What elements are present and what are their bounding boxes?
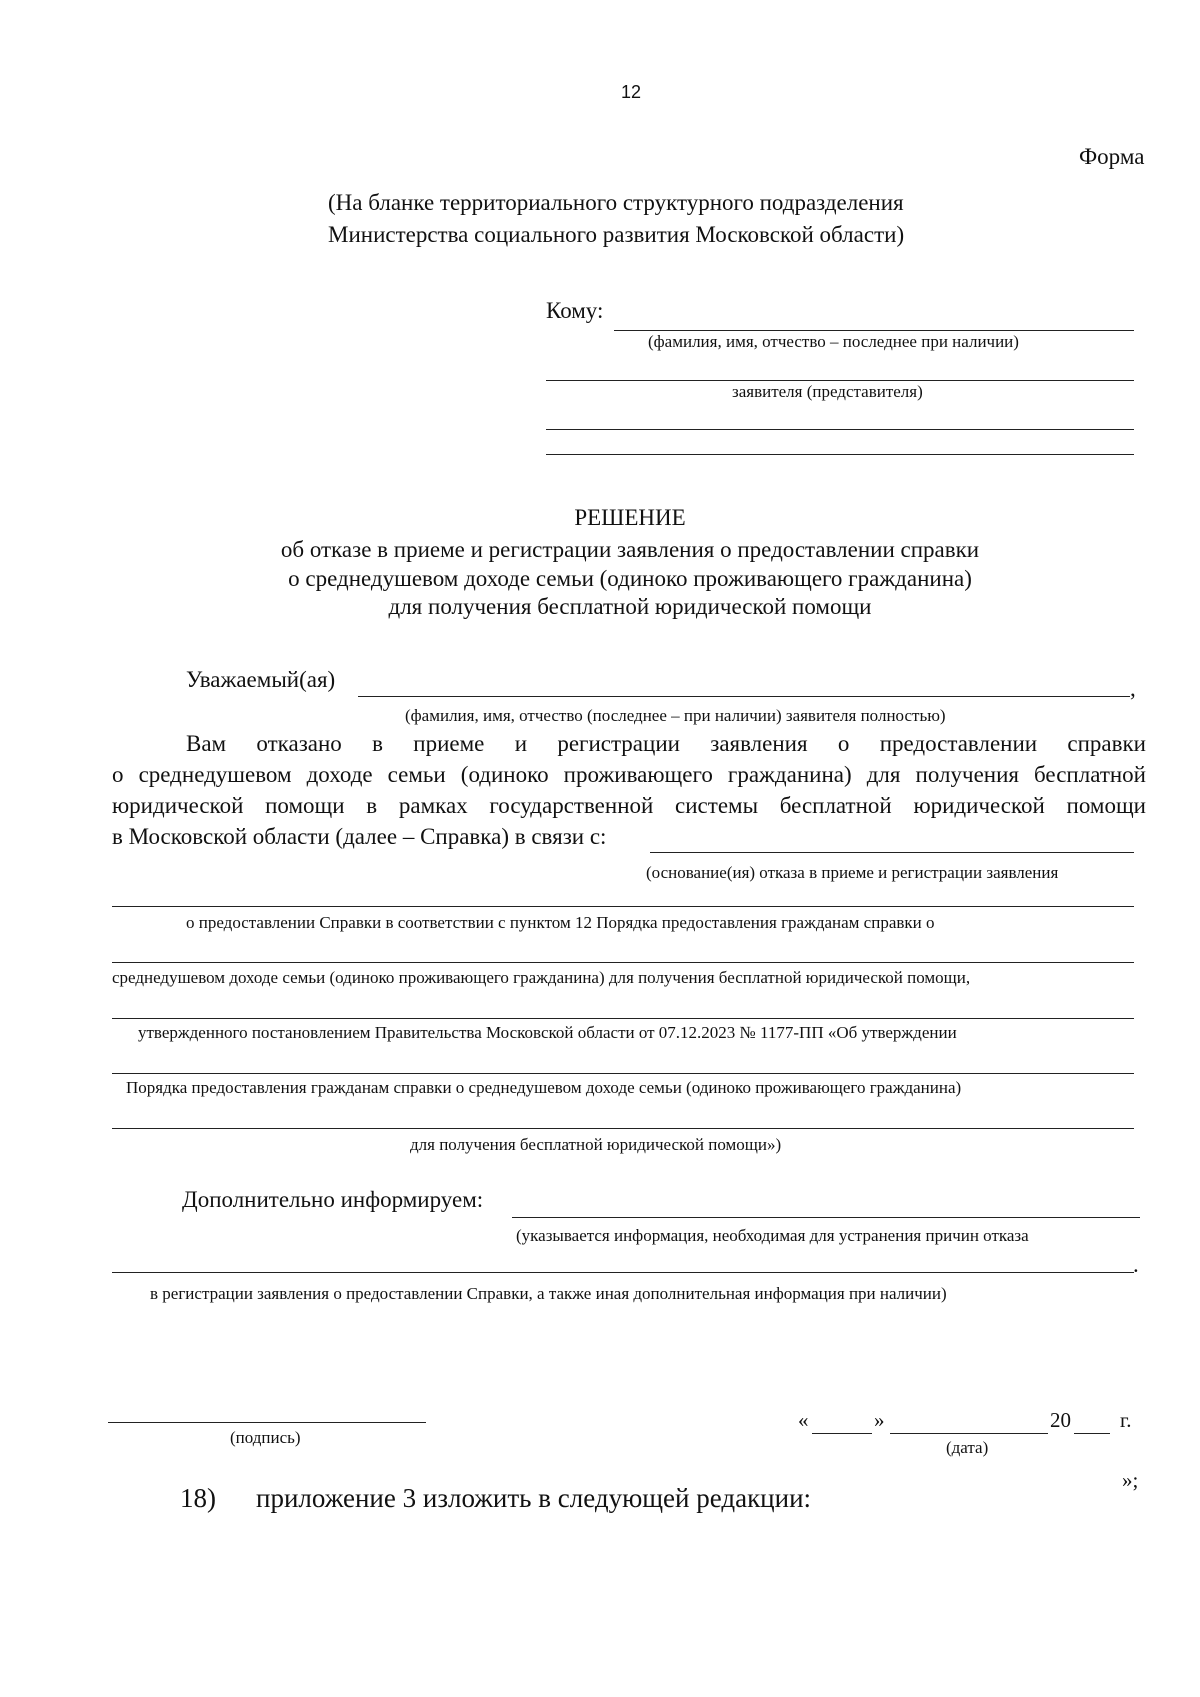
reason-line-5[interactable] [112,1073,1134,1074]
reason-hint-6: для получения бесплатной юридической помощи») [410,1135,782,1154]
reason-line-6[interactable] [112,1128,1134,1129]
recipient-label: Кому: [546,298,604,323]
body-line-3: юридической помощи в рамках государственной системы бесплатной юридической помощи [112,793,1146,818]
recipient-name-hint: (фамилия, имя, отчество – последнее при наличии) [648,332,1019,351]
date-month-line[interactable] [890,1433,1048,1434]
recipient-role-hint: заявителя (представителя) [732,382,923,401]
title-line-2: о среднедушевом доходе семьи (одиноко проживающего гражданина) [288,566,972,591]
date-open-quote: « [798,1408,809,1432]
date-year-suffix: г. [1120,1408,1132,1432]
salutation-hint: (фамилия, имя, отчество (последнее – при наличии) заявителя полностью) [405,706,946,725]
date-hint: (дата) [946,1438,989,1457]
date-year-line[interactable] [1074,1433,1110,1434]
page-number: 12 [621,82,642,102]
additional-period: . [1133,1252,1139,1277]
title-line-3: для получения бесплатной юридической помощи [388,594,872,619]
reason-line-3[interactable] [112,962,1134,963]
document-title: РЕШЕНИЕ [574,505,686,530]
additional-hint-1: (указывается информация, необходимая для устранения причин отказа [516,1226,1029,1245]
body-line-1: Вам отказано в приеме и регистрации заявления о предоставлении справки [186,731,1146,756]
reason-hint-2: о предоставлении Справки в соответствии с пунктом 12 Порядка предоставления гражданам справки о [186,913,935,932]
body-line-2: о среднедушевом доходе семьи (одиноко проживающего гражданина) для получения бесплатной [112,762,1146,787]
form-label: Форма [1079,144,1145,169]
reason-hint-5: Порядка предоставления гражданам справки о среднедушевом доходе семьи (одиноко проживающего гражданина) [126,1078,962,1097]
reason-line-2[interactable] [112,906,1134,907]
reason-hint-1: (основание(ия) отказа в приеме и регистрации заявления [646,863,1059,882]
reason-hint-3: среднедушевом доходе семьи (одиноко проживающего гражданина) для получения бесплатной юридической помощи, [112,968,971,987]
date-close-quote: » [874,1408,885,1432]
letterhead-line-2: Министерства социального развития Московской области) [328,222,905,247]
salutation-name-line[interactable] [358,696,1130,697]
reason-line-4[interactable] [112,1018,1134,1019]
additional-line-1[interactable] [512,1217,1140,1218]
signature-hint: (подпись) [230,1428,301,1447]
closing-quote: »; [1122,1468,1139,1492]
additional-line-2[interactable] [112,1272,1134,1273]
salutation-comma: , [1130,676,1136,701]
additional-label: Дополнительно информируем: [182,1187,484,1212]
recipient-line-2[interactable] [546,380,1134,381]
salutation-label: Уважаемый(ая) [186,667,336,692]
recipient-line-4[interactable] [546,454,1134,455]
reason-hint-4: утвержденного постановлением Правительства Московской области от 07.12.2023 № 1177-ПП «Об утверждении [138,1023,957,1042]
amendment-text: приложение 3 изложить в следующей редакции: [256,1483,812,1513]
amendment-number: 18) [180,1483,216,1513]
date-day-line[interactable] [812,1433,872,1434]
additional-hint-2: в регистрации заявления о предоставлении Справки, а также иная дополнительная информация при наличии) [150,1284,947,1303]
recipient-name-line[interactable] [614,330,1134,331]
reason-line-1[interactable] [650,852,1134,853]
signature-line[interactable] [108,1422,426,1423]
recipient-line-3[interactable] [546,429,1134,430]
title-line-1: об отказе в приеме и регистрации заявления о предоставлении справки [280,537,980,562]
body-line-4: в Московской области (далее – Справка) в связи с: [112,824,607,849]
date-year-prefix: 20 [1050,1408,1071,1432]
letterhead-line-1: (На бланке территориального структурного подразделения [328,190,904,215]
